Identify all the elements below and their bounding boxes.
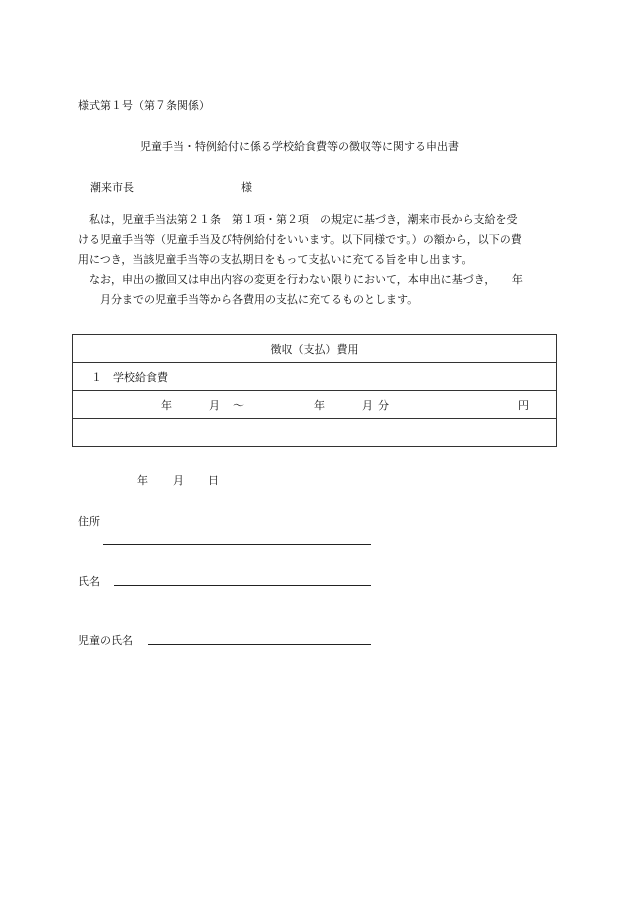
body-line: なお，申出の撤回又は申出内容の変更を行わない限りにおいて，本申出に基づき， 年 <box>78 273 523 286</box>
date-day: 日 <box>208 474 219 487</box>
period-month-start: 月 <box>209 399 220 412</box>
child-name-input-line[interactable] <box>148 644 371 645</box>
address-label: 住所 <box>78 515 100 528</box>
period-year-start: 年 <box>161 399 172 412</box>
period-month-end: 月 <box>362 399 373 412</box>
period-yen: 円 <box>518 399 529 412</box>
period-bun: 分 <box>378 399 389 412</box>
child-name-label: 児童の氏名 <box>78 634 133 647</box>
body-paragraph <box>78 210 556 310</box>
fee-table-item-row <box>73 363 557 391</box>
fee-table-blank-row[interactable] <box>73 419 557 447</box>
address-input-line[interactable] <box>103 544 371 545</box>
form-number: 様式第１号（第７条関係） <box>78 99 210 112</box>
period-tilde: ～ <box>233 399 244 412</box>
document-title: 児童手当・特例給付に係る学校給食費等の徴収等に関する申出書 <box>140 140 459 153</box>
period-year-end: 年 <box>314 399 325 412</box>
body-line: 月分までの児童手当等から各費用の支払に充てるものとします。 <box>78 293 419 306</box>
date-month: 月 <box>173 474 184 487</box>
name-label: 氏名 <box>78 575 100 588</box>
fee-table-header-row <box>73 335 557 363</box>
fee-period-cell[interactable] <box>73 391 557 419</box>
body-line: 用につき，当該児童手当等の支払期日をもって支払いに充てる旨を申し出ます。 <box>78 253 473 266</box>
fee-table <box>72 334 557 447</box>
date-year: 年 <box>137 474 148 487</box>
addressee: 潮来市長 <box>90 181 134 194</box>
name-input-line[interactable] <box>114 585 371 586</box>
fee-table-period-row[interactable] <box>73 391 557 419</box>
body-line: 私は，児童手当法第２１条 第１項・第２項 の規定に基づき，潮来市長から支給を受 <box>78 213 518 226</box>
fee-blank-cell[interactable] <box>73 419 557 447</box>
fee-item-school-lunch: １ 学校給食費 <box>73 363 557 391</box>
addressee-honorific: 様 <box>241 181 252 194</box>
fee-table-header: 徴収（支払）費用 <box>73 335 557 363</box>
body-line: ける児童手当等（児童手当及び特例給付をいいます。以下同様です。）の額から，以下の費 <box>78 233 522 246</box>
